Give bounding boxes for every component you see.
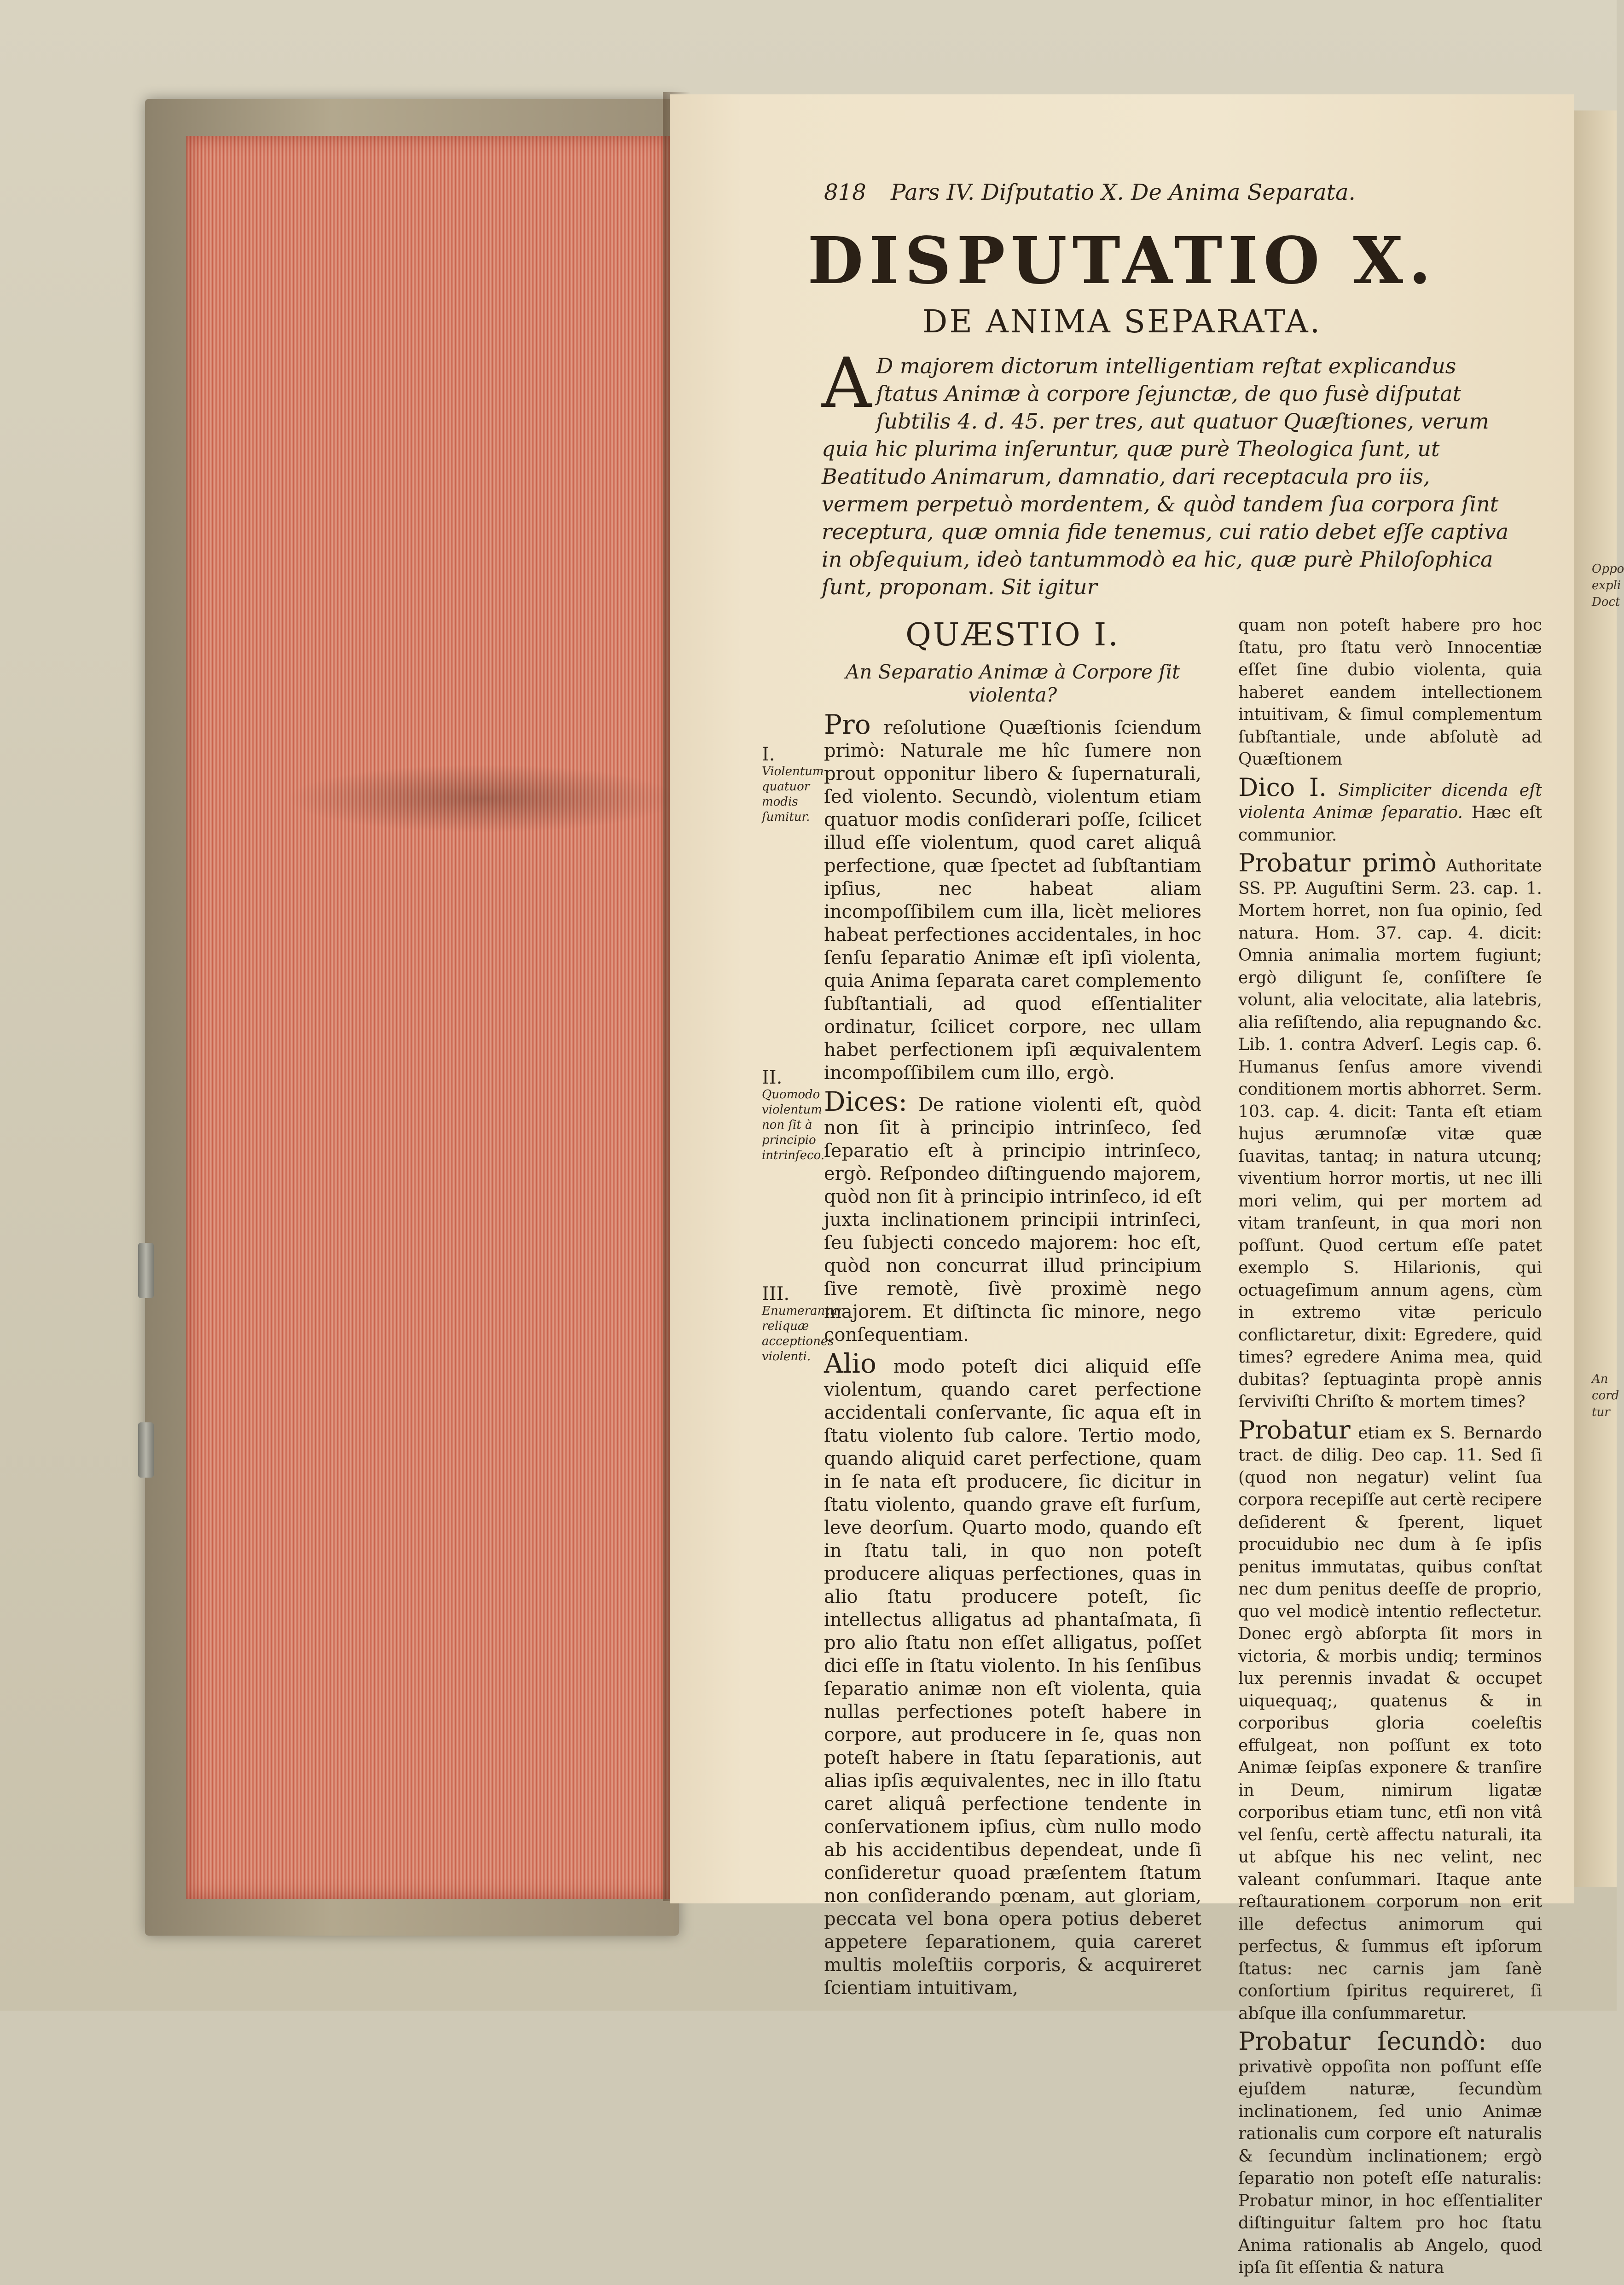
drop-cap: A [822, 343, 872, 423]
marginal-note-1 [762, 744, 824, 825]
marginal-note-text: Enumerantur reliquæ acceptiones violenti. [762, 1304, 843, 1363]
paragraph-1 [824, 709, 1201, 1085]
paragraph-dico [1238, 772, 1542, 847]
edge-stain [285, 764, 681, 833]
paragraph-probatur-2 [1238, 1415, 1542, 2025]
paragraph-probatur-3 [1238, 2027, 1542, 2279]
marginal-note-2 [762, 1067, 825, 1163]
next-page-fragment: An [1592, 1372, 1608, 1386]
marginal-note-number: II. [762, 1067, 783, 1088]
clasp-bottom [138, 1422, 154, 1478]
clasp-top [138, 1243, 154, 1298]
paragraph-text: modo poteſt dici aliquid eſſe violentum, quando caret perfectione accidentali conſervante, ſic aqua eſt in ſtatu violento ſub calore. Tertio modo, quando aliquid caret perfectione, quam in ſe nata eſt producere, ſic dicitur in ſtatu violento, quando grave eſt furſum, leve deorſum. Quarto modo, quando eſt in ſtatu tali, in quo non poteſt producere aliquas perfectiones, quas in alio ſtatu producere poteſt, ſic intellectus alligatus ad phantaſmata, ſi pro alio ſtatu non eſſet alligatus, poſſet dici eſſe in ſtatu violento. In his ſenſibus ſeparatio animæ non eſt violenta, quia nullas perfectiones poteſt habere in corpore, aut producere in ſe, quas non poteſt habere in ſtatu ſeparationis, aut alias ipſis æquivalentes, nec in illo ſtatu caret aliquâ perfectione tendente in conſervationem ipſius, cùm nullo modo ab his accidentibus dependeat, unde ſi conſideretur quoad præſentem ſtatum non conſiderando pœnam, aut gloriam, peccata vel bona opera potius deberet appetere ſeparationem, quia careret multis moleſtiis corporis, & acquireret ſcientiam intuitivam, [824, 1356, 1201, 1999]
page-subtitle: DE ANIMA SEPARATA. [922, 304, 1322, 340]
paragraph-text: De ratione violenti eſt, quòd non ſit à principio intrinſeco, ſed ſeparatio eſt à principio intrinſeco, ergò. Reſpondeo diſtinguendo majorem, quòd non ſit à principio intrinſeco, id eſt juxta inclinationem principii intrinſeci, ſeu ſubjecti concedo majorem: hoc eſt, quòd non concurrat illud principium ſive remotè, ſivè proximè nego majorem. Et diſtincta ſic minore, nego conſequentiam. [824, 1094, 1201, 1345]
next-page-fragment: Doct [1592, 595, 1620, 609]
paragraph-text: reſolutione Quæſtionis ſciendum primò: Naturale me hîc ſumere non prout opponitur libero & ſupernaturali, ſed violento. Secundò, violentum etiam quatuor modis conſiderari poſſe, ſcilicet illud eſſe violentum, quod caret aliquâ perfectione, quæ ſpectet ad ſubſtantiam ipſius, nec habeat aliam incompoſſibilem cum illa, licèt meliores habeat perfectiones accidentales, in hoc ſenſu ſeparatio Animæ eſt ipſi violenta, quia Anima ſeparata caret complemento ſubſtantiali, ad quod eſſentialiter ordinatur, ſcilicet corpore, nec ullam habet perfectionem ipſi æquivalentem incompoſſibilem cum illo, ergò. [824, 717, 1201, 1084]
next-page-fragment: cord [1592, 1389, 1619, 1403]
page-number: 818 [824, 180, 866, 205]
next-page-edge [1574, 110, 1624, 1887]
question-subheading: An Separatio Animæ à Corpore ſit violenta? [845, 661, 1180, 706]
marginal-note-text: Quomodo violentum non ſit à principio intrinſeco. [762, 1088, 825, 1162]
next-page-fragment: expli [1592, 579, 1621, 592]
paragraph-lead: Dices: [824, 1086, 908, 1117]
next-page-fragment: tur [1592, 1405, 1610, 1419]
paragraph-continuation: quam non poteſt habere pro hoc ſtatu, pro ſtatu verò Innocentiæ eſſet ſine dubio violenta, quia haberet eandem intellectionem intuitivam, & ſimul complementum ſubſtantiale, unde abſolutè ad Quæſtionem [1238, 616, 1542, 769]
marginal-note-3 [762, 1283, 843, 1364]
paragraph-text: Hæc eſt communior. [1238, 803, 1542, 845]
marginal-note-text: Violentum quatuor modis ſumitur. [762, 765, 824, 824]
next-page-fragment: Oppo [1592, 562, 1624, 576]
page-edges [186, 136, 670, 1899]
marginal-note-number: I. [762, 744, 775, 765]
paragraph-lead: Dico I. [1238, 772, 1327, 802]
paragraph-lead: Alio [824, 1348, 876, 1379]
book-page [670, 94, 1574, 2277]
paragraph-thesis: Simpliciter dicenda eſt violenta Animæ ſeparatio. [1238, 781, 1542, 822]
paragraph-2 [824, 1086, 1201, 1346]
paragraph-text: etiam ex S. Bernardo tract. de dilig. Deo cap. 11. Sed ſi (quod non negatur) velint ſua corpora recepiſſe aut certè recipere deſiderent & ſperent, liquet procuidubio nec dum à ſe ipſis penitus immutatas, quibus conſtat nec dum penitus deeſſe de proprio, quo vel modicè intentio reflectetur. Donec ergò abſorpta ſit mors in victoria, & morbis undiq; terminos lux perennis invadat & occupet uiquequaq;, quatenus & in corporibus gloria coeleſtis effulgeat, non poſſunt ex toto Animæ ſeipſas exponere & tranſire in Deum, nimirum ligatæ corporibus etiam tunc, etſi non vitâ vel ſenſu, certè affectu naturali, ita ut abſque his nec velint, nec valeant conſummari. Itaque ante reſtaurationem corporum non erit ille defectus animorum qui perfectus, & ſummus eſt ipſorum ſtatus: nec carnis jam ſanè conſortium ſpiritus requireret, ſi abſque illa conſummaretur. [1238, 1423, 1542, 2023]
paragraph-lead: Pro [824, 709, 871, 740]
right-column [1238, 615, 1542, 2285]
paragraph-lead: Probatur primò [1238, 848, 1437, 877]
left-column [824, 615, 1201, 2005]
marginal-note-number: III. [762, 1283, 790, 1305]
running-head-text: Pars IV. Diſputatio X. De Anima Separata. [891, 180, 1356, 205]
paragraph-text: Authoritate SS. PP. Auguſtini Serm. 23. cap. 1. Mortem horret, non ſua opinio, ſed natura. Hom. 37. cap. 4. dicit: Omnia animalia mortem fugiunt; ergò diligunt ſe, conſiſtere ſe volunt, alia velocitate, alia latebris, alia reſiſtendo, alia repugnando &c. Lib. 1. contra Adverſ. Legis cap. 6. Humanus ſenſus amore vivendi conditionem mortis abhorret. Serm. 103. cap. 4. dicit: Tanta eſt etiam hujus ærumnoſæ vitæ quæ ſuavitas, tantaq; in natura utcunq; viventium horror mortis, ut nec illi mori velim, qui per mortem ad vitam tranſeunt, in qua mori non poſſunt. Quod certum eſſe patet exemplo S. Hilarionis, qui octuageſimum annum agens, cùm in extremo vitæ periculo conflictaretur, dixit: Egredere, quid times? egredere Anima mea, quid dubitas? ſeptuaginta propè annis ſerviviſti Chriſto & mortem times? [1238, 857, 1542, 1411]
paragraph-lead: Probatur ſecundò: [1238, 2027, 1487, 2056]
intro-text: D majorem dictorum intelligentiam reſtat explicandus ſtatus Animæ à corpore ſejunctæ, de quo fusè diſputat ſubtilis 4. d. 45. per tres, aut quatuor Quæſtiones, verum quia hic plurima inſeruntur, quæ purè Theologica ſunt, ut Beatitudo Animarum, damnatio, dari receptacula pro iis, vermem perpetuò mordentem, & quòd tandem ſua corpora ſint receptura, quæ omnia fide tenemus, cui ratio debet eſſe captiva in obſequium, ideò tantummodò ea hic, quæ purè Philoſophica ſunt, proponam. Sit igitur [822, 354, 1509, 599]
question-heading: QUÆSTIO I. [905, 617, 1120, 653]
paragraph-text: duo privativè oppoſita non poſſunt eſſe ejuſdem naturæ, ſecundùm inclinationem, ſed unio Animæ rationalis cum corpore eſt naturalis & ſecundùm inclinationem; ergò ſeparatio non poteſt eſſe naturalis: Probatur minor, in hoc eſſentialiter diſtinguitur ſaltem pro hoc ſtatu Anima rationalis ab Angelo, quod ipſa ſit eſſentia & natura [1238, 2035, 1542, 2277]
paragraph-3 [824, 1348, 1201, 2000]
page-title: DISPUTATIO X. [807, 223, 1437, 299]
paragraph-probatur-1 [1238, 848, 1542, 1414]
paragraph-lead: Probatur [1238, 1415, 1351, 1444]
intro-paragraph [822, 343, 1521, 601]
